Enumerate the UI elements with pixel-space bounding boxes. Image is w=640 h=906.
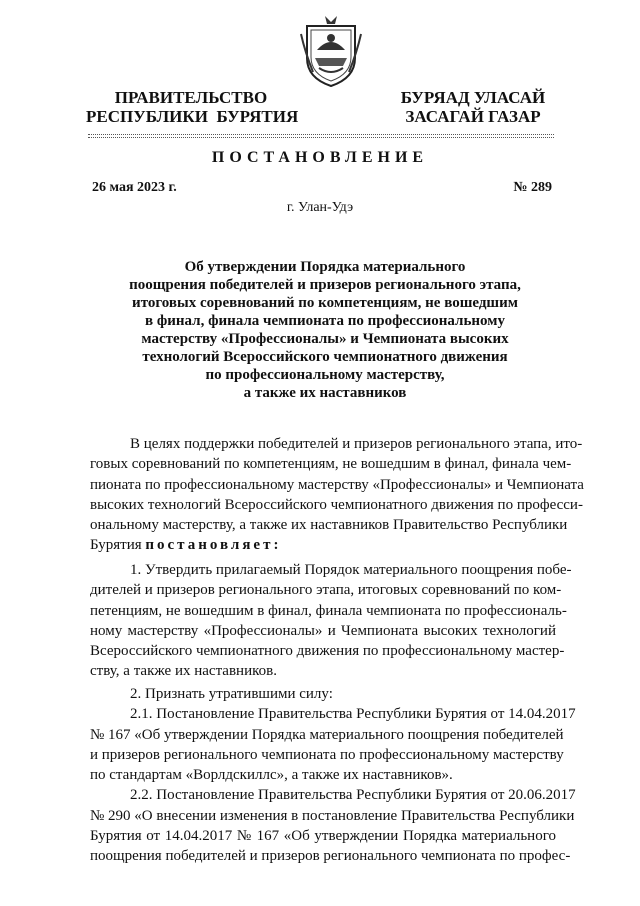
paragraph-line: по стандартам «Ворлдскиллс», а также их наставников». — [90, 767, 453, 784]
subject-line: Об утверждении Порядка материального — [184, 259, 466, 275]
paragraph-line — [90, 535, 556, 555]
paragraph-line: № 167 «Об утверждении Порядка материального поощрения победителей — [90, 726, 564, 743]
paragraph-line: 2.1. Постановление Правительства Республики Бурятия от 14.04.2017 — [130, 706, 576, 723]
paragraph-line: Бурятия от 14.04.2017 № 167 «Об утверждении Порядка материального — [90, 828, 556, 845]
paragraph-line: № 290 «О внесении изменения в постановление Правительства Республики — [90, 807, 575, 824]
paragraph-line: ству, а также их наставников. — [90, 663, 277, 680]
paragraph-line: петенциям, не вошедшим в финал, финала чемпионата по профессиональ- — [90, 602, 567, 619]
government-name-ru — [86, 88, 299, 126]
preamble-tail: Бурятия — [90, 537, 142, 554]
document-type-title: ПОСТАНОВЛЕНИЕ — [211, 149, 429, 166]
header-divider — [88, 134, 554, 138]
paragraph-line: 2.2. Постановление Правительства Республики Бурятия от 20.06.2017 — [130, 787, 576, 804]
paragraph-line: ональному мастерству, а также их наставников Правительство Республики — [90, 517, 568, 534]
item-1-paragraph — [90, 560, 572, 682]
document-number: № 289 — [513, 180, 552, 195]
header-line: БУРЯАД УЛАСАЙ — [400, 88, 546, 107]
subject-line: по профессиональному мастерству, — [205, 367, 445, 383]
header-line: РЕСПУБЛИКИ БУРЯТИЯ — [86, 107, 299, 126]
paragraph-line: ному мастерству «Профессионалы» и Чемпионата высоких технологий — [90, 622, 556, 639]
item-2-paragraph — [90, 684, 576, 867]
subject-line: поощрения победителей и призеров регионального этапа, — [129, 277, 521, 293]
header-line: ПРАВИТЕЛЬСТВО — [114, 88, 268, 107]
decree-word: постановляет: — [145, 537, 282, 554]
document-date: 26 мая 2023 г. — [92, 180, 177, 195]
paragraph-line: дителей и призеров регионального этапа, итоговых соревнований по ком- — [90, 582, 562, 599]
subject-line: мастерству «Профессионалы» и Чемпионата высоких — [141, 331, 509, 347]
paragraph-line: высоких технологий Всероссийского чемпионатного движения по професси- — [90, 496, 583, 513]
paragraph-line: пионата по профессиональному мастерству «Профессионалы» и Чемпионата — [90, 476, 584, 493]
government-name-bua — [393, 88, 553, 126]
paragraph-line: В целях поддержки победителей и призеров регионального этапа, ито- — [130, 436, 583, 452]
coat-of-arms-emblem — [297, 12, 365, 88]
paragraph-line: поощрения победителей и призеров регионального чемпионата по профес- — [90, 848, 571, 865]
subject-line: в финал, финала чемпионата по профессиональному — [145, 313, 505, 329]
subject-line: итоговых соревнований по компетенциям, не вошедшим — [132, 295, 518, 311]
document-subject — [110, 258, 540, 402]
paragraph-line: говых соревнований по компетенциям, не вошедшим в финал, финала чем- — [90, 456, 572, 473]
paragraph-line: Всероссийского чемпионатного движения по профессиональному мастер- — [90, 643, 565, 660]
subject-line: технологий Всероссийского чемпионатного движения — [142, 349, 508, 365]
paragraph-line: 1. Утвердить прилагаемый Порядок материального поощрения побе- — [130, 562, 572, 578]
preamble-paragraph — [90, 434, 584, 556]
paragraph-line: и призеров регионального чемпионата по профессиональному мастерству — [90, 746, 564, 763]
header-line: ЗАСАГАЙ ГАЗАР — [405, 107, 541, 126]
subject-line: а также их наставников — [243, 385, 407, 401]
document-city: г. Улан-Удэ — [286, 200, 354, 215]
paragraph-line: 2. Признать утратившими силу: — [130, 686, 333, 702]
